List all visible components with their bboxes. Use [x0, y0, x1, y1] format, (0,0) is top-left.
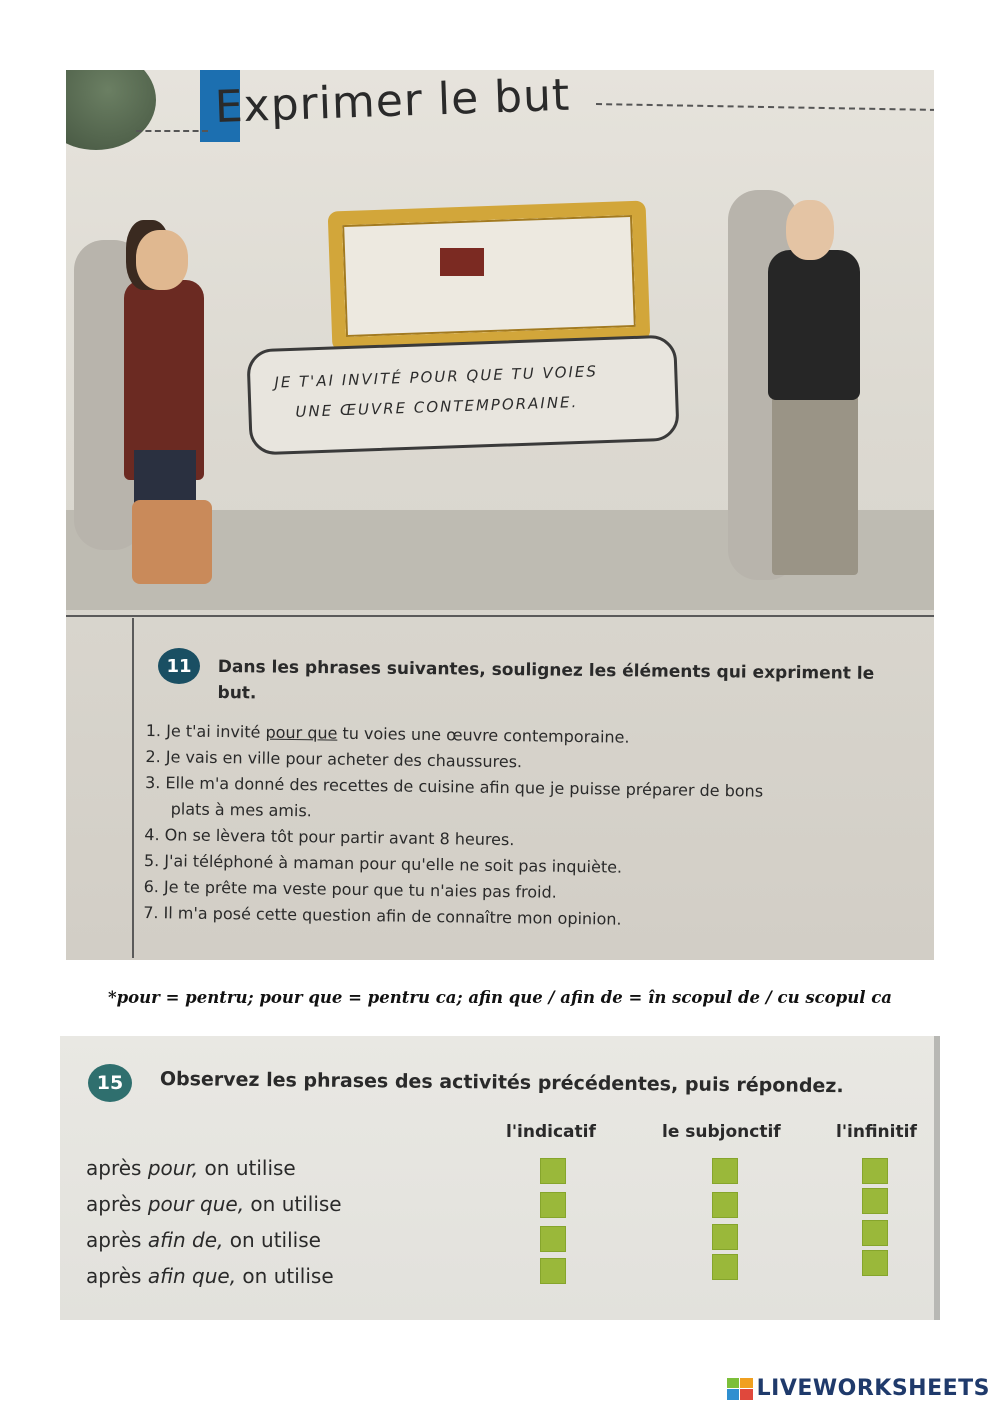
- exercise-11-sentence-7: 7. Il m'a posé cette question afin de connaître mon opinion.: [143, 902, 622, 929]
- exercise-11-sentence-1: 1. Je t'ai invité pour que tu voies une œuvre contemporaine.: [145, 720, 630, 747]
- answer-box-afin-de-infinitif[interactable]: [862, 1220, 888, 1246]
- exercise-11-sentence-6: 6. Je te prête ma veste pour que tu n'aies pas froid.: [143, 876, 557, 902]
- answer-box-afin-que-indicatif[interactable]: [540, 1258, 566, 1284]
- illustration-character-modern-man: [768, 250, 860, 400]
- illustration-musketeer-head: [136, 230, 188, 290]
- speech-bubble: [246, 335, 679, 456]
- exercise-11-sentence-5: 5. J'ai téléphoné à maman pour qu'elle ne soit pas inquiète.: [143, 850, 623, 877]
- speech-bubble-line-2: UNE ŒUVRE CONTEMPORAINE.: [295, 392, 579, 421]
- illustration-modern-man-pants: [772, 395, 858, 575]
- answer-box-afin-que-subjonctif[interactable]: [712, 1254, 738, 1280]
- illustration-musketeer-boots: [132, 500, 212, 584]
- title-dotted-rule-left: [136, 130, 208, 132]
- answer-box-afin-que-infinitif[interactable]: [862, 1250, 888, 1276]
- question-row-afin-de: après afin de, on utilise: [86, 1228, 321, 1252]
- illustration-musketeer-pants: [134, 450, 196, 506]
- leaf-decoration: [66, 70, 156, 150]
- answer-box-pour-infinitif[interactable]: [862, 1158, 888, 1184]
- column-header-infinitif: l'infinitif: [836, 1122, 917, 1142]
- exercise-15-instruction: Observez les phrases des activités précédentes, puis répondez.: [159, 1068, 844, 1098]
- question-row-afin-que: après afin que, on utilise: [86, 1264, 334, 1288]
- exercise-11-sentence-2: 2. Je vais en ville pour acheter des chaussures.: [145, 746, 523, 772]
- answer-box-pour-subjonctif[interactable]: [712, 1158, 738, 1184]
- section-divider: [66, 615, 934, 617]
- answer-box-pour-indicatif[interactable]: [540, 1158, 566, 1184]
- liveworksheets-logo-icon: [727, 1378, 753, 1400]
- liveworksheets-logo-text: LIVEWORKSHEETS: [756, 1376, 990, 1401]
- answer-box-afin-de-subjonctif[interactable]: [712, 1224, 738, 1250]
- column-header-subjonctif: le subjonctif: [662, 1122, 781, 1142]
- translation-note: *pour = pentru; pour que = pentru ca; afin que / afin de = în scopul de / cu scopul ca: [108, 988, 892, 1007]
- answer-box-pour-que-infinitif[interactable]: [862, 1188, 888, 1214]
- exercise-11-instruction: Dans les phrases suivantes, soulignez les éléments qui expriment le but.: [217, 656, 875, 704]
- exercise-11-sentence-list: [143, 718, 926, 937]
- exercise-11-sentence-3: 3. Elle m'a donné des recettes de cuisine afin que je puisse préparer de bons plats à mes amis.: [144, 772, 764, 821]
- textbook-page-photo-1: [66, 70, 934, 960]
- page-title: Exprimer le but: [214, 70, 572, 133]
- exercise-11-badge: 11: [158, 648, 200, 684]
- exercise-15-badge: 15: [88, 1064, 132, 1102]
- page-edge: [934, 1036, 940, 1320]
- textbook-page-photo-2: [60, 1036, 940, 1320]
- answer-box-afin-de-indicatif[interactable]: [540, 1226, 566, 1252]
- question-row-pour: après pour, on utilise: [86, 1156, 296, 1180]
- column-header-indicatif: l'indicatif: [506, 1122, 596, 1142]
- illustration-modern-man-head: [786, 200, 834, 260]
- title-dotted-rule-right: [596, 103, 934, 111]
- question-row-pour-que: après pour que, on utilise: [86, 1192, 342, 1216]
- exercise-margin-line: [132, 618, 134, 958]
- answer-box-pour-que-indicatif[interactable]: [540, 1192, 566, 1218]
- illustration-painting-frame: [328, 200, 651, 351]
- underlined-purpose-phrase: pour que: [265, 722, 338, 743]
- exercise-11-sentence-4: 4. On se lèvera tôt pour partir avant 8 heures.: [144, 824, 515, 850]
- liveworksheets-logo: [727, 1376, 990, 1401]
- answer-box-pour-que-subjonctif[interactable]: [712, 1192, 738, 1218]
- illustration-painting-square: [440, 248, 484, 276]
- speech-bubble-line-1: JE T'AI INVITÉ POUR QUE TU VOIES: [274, 362, 599, 392]
